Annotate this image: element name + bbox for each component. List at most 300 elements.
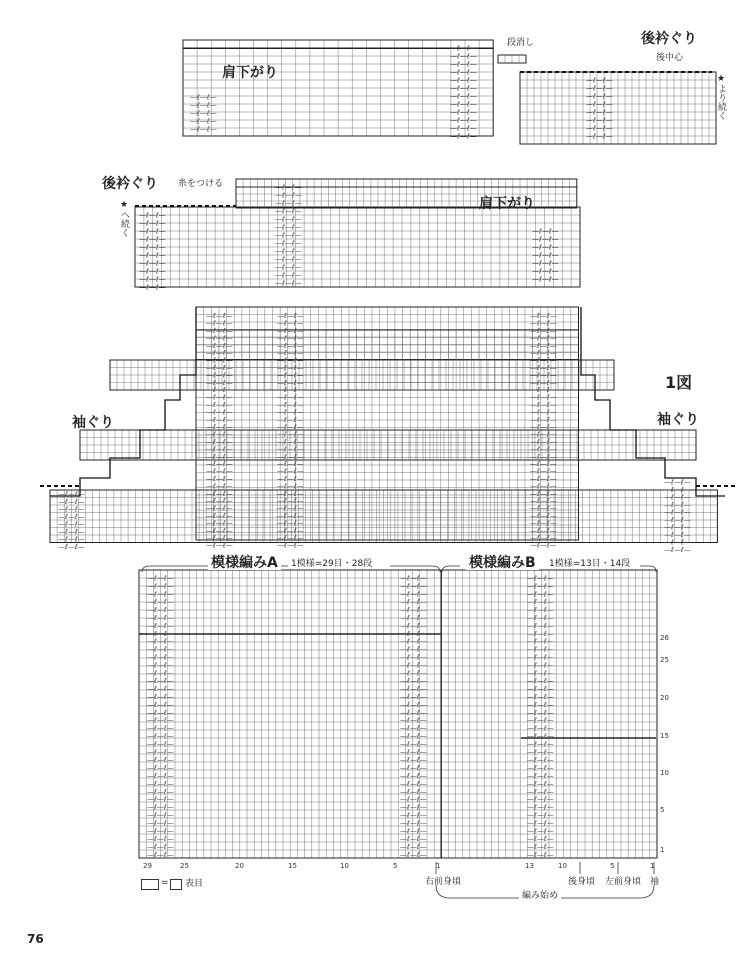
- svg-text:—ℓ—ℓ—: —ℓ—ℓ—: [664, 478, 691, 487]
- svg-text:—ℓ—ℓ—: —ℓ—ℓ—: [532, 275, 559, 284]
- body-main-block: [50, 490, 717, 543]
- svg-text:—ℓ—ℓ—: —ℓ—ℓ—: [400, 700, 427, 709]
- svg-text:—ℓ—ℓ—: —ℓ—ℓ—: [530, 541, 557, 550]
- svg-text:—ℓ—ℓ—: —ℓ—ℓ—: [147, 645, 174, 654]
- svg-text:—ℓ—ℓ—: —ℓ—ℓ—: [664, 500, 691, 509]
- svg-text:—ℓ—ℓ—: —ℓ—ℓ—: [530, 460, 557, 469]
- svg-text:—ℓ—ℓ—: —ℓ—ℓ—: [400, 795, 427, 804]
- svg-text:—ℓ—ℓ—: —ℓ—ℓ—: [206, 467, 233, 476]
- svg-text:—ℓ—ℓ—: —ℓ—ℓ—: [527, 819, 554, 828]
- svg-text:—ℓ—ℓ—: —ℓ—ℓ—: [527, 645, 554, 654]
- pattern-a-col-num: 29: [143, 862, 152, 870]
- svg-text:—ℓ—ℓ—: —ℓ—ℓ—: [527, 692, 554, 701]
- svg-text:—ℓ—ℓ—: —ℓ—ℓ—: [527, 653, 554, 662]
- label-dansheshi: 段消し: [507, 38, 535, 48]
- svg-text:—ℓ—ℓ—: —ℓ—ℓ—: [527, 843, 554, 852]
- body-column-grid: [196, 330, 579, 543]
- label-sode: 袖: [650, 877, 660, 887]
- svg-text:—ℓ—ℓ—: —ℓ—ℓ—: [147, 677, 174, 686]
- svg-text:—ℓ—ℓ—: —ℓ—ℓ—: [400, 677, 427, 686]
- svg-text:—ℓ—ℓ—: —ℓ—ℓ—: [277, 445, 304, 454]
- svg-text:—ℓ—ℓ—: —ℓ—ℓ—: [586, 76, 613, 85]
- svg-text:—ℓ—ℓ—: —ℓ—ℓ—: [206, 519, 233, 528]
- pattern-b-col-num: 5: [610, 862, 615, 870]
- svg-text:—ℓ—ℓ—: —ℓ—ℓ—: [400, 708, 427, 717]
- svg-text:—ℓ—ℓ—: —ℓ—ℓ—: [530, 408, 557, 417]
- svg-text:—ℓ—ℓ—: —ℓ—ℓ—: [400, 819, 427, 828]
- body-cable-col-1: [206, 312, 233, 549]
- svg-text:—ℓ—ℓ—: —ℓ—ℓ—: [147, 748, 174, 757]
- svg-text:—ℓ—ℓ—: —ℓ—ℓ—: [530, 386, 557, 395]
- pattern-a-col-num: 1: [436, 862, 441, 870]
- svg-text:—ℓ—ℓ—: —ℓ—ℓ—: [400, 574, 427, 583]
- pattern-row-num: 26: [660, 634, 669, 642]
- svg-text:—ℓ—ℓ—: —ℓ—ℓ—: [206, 386, 233, 395]
- svg-text:—ℓ—ℓ—: —ℓ—ℓ—: [530, 349, 557, 358]
- svg-text:—ℓ—ℓ—: —ℓ—ℓ—: [58, 512, 85, 521]
- svg-text:—ℓ—ℓ—: —ℓ—ℓ—: [527, 582, 554, 591]
- svg-text:—ℓ—ℓ—: —ℓ—ℓ—: [527, 685, 554, 694]
- svg-text:—ℓ—ℓ—: —ℓ—ℓ—: [206, 526, 233, 535]
- svg-text:—ℓ—ℓ—: —ℓ—ℓ—: [400, 835, 427, 844]
- svg-text:—ℓ—ℓ—: —ℓ—ℓ—: [147, 740, 174, 749]
- svg-text:—ℓ—ℓ—: —ℓ—ℓ—: [275, 215, 302, 224]
- svg-text:—ℓ—ℓ—: —ℓ—ℓ—: [206, 341, 233, 350]
- svg-text:—ℓ—ℓ—: —ℓ—ℓ—: [527, 708, 554, 717]
- svg-text:—ℓ—ℓ—: —ℓ—ℓ—: [532, 235, 559, 244]
- pattern-a-col-num: 15: [288, 862, 297, 870]
- svg-text:—ℓ—ℓ—: —ℓ—ℓ—: [530, 319, 557, 328]
- svg-text:—ℓ—ℓ—: —ℓ—ℓ—: [527, 606, 554, 615]
- svg-text:—ℓ—ℓ—: —ℓ—ℓ—: [277, 327, 304, 335]
- body-cable-col-5: [664, 478, 691, 554]
- svg-text:—ℓ—ℓ—: —ℓ—ℓ—: [400, 606, 427, 615]
- pattern-row-num: 15: [660, 732, 669, 740]
- svg-text:—ℓ—ℓ—: —ℓ—ℓ—: [147, 700, 174, 709]
- label-amihajime: 編み始め: [519, 892, 561, 901]
- svg-text:—ℓ—ℓ—: —ℓ—ℓ—: [664, 493, 691, 502]
- svg-text:—ℓ—ℓ—: —ℓ—ℓ—: [450, 116, 477, 125]
- svg-text:—ℓ—ℓ—: —ℓ—ℓ—: [147, 708, 174, 717]
- svg-text:—ℓ—ℓ—: —ℓ—ℓ—: [586, 124, 613, 133]
- svg-text:—ℓ—ℓ—: —ℓ—ℓ—: [530, 371, 557, 380]
- svg-text:—ℓ—ℓ—: —ℓ—ℓ—: [139, 259, 166, 268]
- svg-text:—ℓ—ℓ—: —ℓ—ℓ—: [277, 438, 304, 446]
- svg-text:—ℓ—ℓ—: —ℓ—ℓ—: [206, 452, 233, 461]
- svg-text:—ℓ—ℓ—: —ℓ—ℓ—: [527, 803, 554, 812]
- svg-text:—ℓ—ℓ—: —ℓ—ℓ—: [206, 438, 233, 446]
- svg-text:—ℓ—ℓ—: —ℓ—ℓ—: [206, 497, 233, 506]
- body-armhole-mid-2: [80, 430, 696, 460]
- svg-text:—ℓ—ℓ—: —ℓ—ℓ—: [147, 716, 174, 725]
- pattern-a-col-num: 20: [235, 862, 244, 870]
- svg-text:—ℓ—ℓ—: —ℓ—ℓ—: [527, 613, 554, 622]
- svg-text:—ℓ—ℓ—: —ℓ—ℓ—: [277, 393, 304, 402]
- label-ushiro-migoro: 後身頃: [568, 877, 596, 887]
- svg-text:—ℓ—ℓ—: —ℓ—ℓ—: [527, 716, 554, 725]
- svg-text:—ℓ—ℓ—: —ℓ—ℓ—: [206, 475, 233, 483]
- label-migi-maemigoro: 右前身頃: [425, 877, 462, 887]
- svg-text:—ℓ—ℓ—: —ℓ—ℓ—: [147, 732, 174, 741]
- top-back-neck-grid: [520, 72, 716, 144]
- svg-text:—ℓ—ℓ—: —ℓ—ℓ—: [275, 183, 302, 192]
- svg-text:—ℓ—ℓ—: —ℓ—ℓ—: [147, 827, 174, 836]
- svg-text:—ℓ—ℓ—: —ℓ—ℓ—: [400, 787, 427, 796]
- svg-text:—ℓ—ℓ—: —ℓ—ℓ—: [147, 669, 174, 678]
- svg-text:—ℓ—ℓ—: —ℓ—ℓ—: [586, 108, 613, 117]
- svg-text:—ℓ—ℓ—: —ℓ—ℓ—: [275, 271, 302, 280]
- svg-text:—ℓ—ℓ—: —ℓ—ℓ—: [190, 101, 217, 110]
- svg-text:—ℓ—ℓ—: —ℓ—ℓ—: [277, 401, 304, 409]
- svg-text:—ℓ—ℓ—: —ℓ—ℓ—: [400, 645, 427, 654]
- svg-text:—ℓ—ℓ—: —ℓ—ℓ—: [527, 756, 554, 765]
- svg-text:—ℓ—ℓ—: —ℓ—ℓ—: [527, 835, 554, 844]
- svg-text:—ℓ—ℓ—: —ℓ—ℓ—: [450, 84, 477, 93]
- svg-text:—ℓ—ℓ—: —ℓ—ℓ—: [277, 408, 304, 417]
- svg-text:—ℓ—ℓ—: —ℓ—ℓ—: [527, 669, 554, 678]
- svg-text:—ℓ—ℓ—: —ℓ—ℓ—: [664, 515, 691, 524]
- svg-text:—ℓ—ℓ—: —ℓ—ℓ—: [400, 756, 427, 765]
- svg-text:—ℓ—ℓ—: —ℓ—ℓ—: [147, 621, 174, 630]
- svg-text:—ℓ—ℓ—: —ℓ—ℓ—: [400, 779, 427, 788]
- svg-text:—ℓ—ℓ—: —ℓ—ℓ—: [664, 485, 691, 494]
- svg-text:—ℓ—ℓ—: —ℓ—ℓ—: [450, 100, 477, 109]
- svg-text:—ℓ—ℓ—: —ℓ—ℓ—: [139, 235, 166, 244]
- svg-text:—ℓ—ℓ—: —ℓ—ℓ—: [527, 732, 554, 741]
- top-shoulder-grid: [183, 48, 493, 136]
- pattern-a-grid: [139, 570, 441, 858]
- svg-text:—ℓ—ℓ—: —ℓ—ℓ—: [527, 811, 554, 820]
- svg-text:—ℓ—ℓ—: —ℓ—ℓ—: [277, 475, 304, 483]
- legend-blank-square: [141, 879, 159, 890]
- svg-text:—ℓ—ℓ—: —ℓ—ℓ—: [527, 827, 554, 836]
- svg-text:—ℓ—ℓ—: —ℓ—ℓ—: [147, 795, 174, 804]
- body-armhole-right-edge: [581, 307, 725, 496]
- svg-text:—ℓ—ℓ—: —ℓ—ℓ—: [206, 364, 233, 372]
- svg-text:—ℓ—ℓ—: —ℓ—ℓ—: [277, 534, 304, 543]
- svg-text:—ℓ—ℓ—: —ℓ—ℓ—: [139, 275, 166, 284]
- svg-text:—ℓ—ℓ—: —ℓ—ℓ—: [58, 527, 85, 536]
- svg-text:—ℓ—ℓ—: —ℓ—ℓ—: [147, 835, 174, 844]
- body-cable-col-4: [58, 490, 85, 551]
- svg-text:—ℓ—ℓ—: —ℓ—ℓ—: [527, 700, 554, 709]
- svg-text:—ℓ—ℓ—: —ℓ—ℓ—: [206, 319, 233, 328]
- svg-text:—ℓ—ℓ—: —ℓ—ℓ—: [206, 393, 233, 402]
- top-neck-bind-row: [183, 40, 493, 49]
- svg-text:—ℓ—ℓ—: —ℓ—ℓ—: [147, 574, 174, 583]
- svg-text:—ℓ—ℓ—: —ℓ—ℓ—: [277, 415, 304, 424]
- svg-text:—ℓ—ℓ—: —ℓ—ℓ—: [450, 108, 477, 117]
- svg-text:—ℓ—ℓ—: —ℓ—ℓ—: [206, 327, 233, 335]
- svg-text:—ℓ—ℓ—: —ℓ—ℓ—: [527, 740, 554, 749]
- svg-text:—ℓ—ℓ—: —ℓ—ℓ—: [400, 692, 427, 701]
- svg-text:—ℓ—ℓ—: —ℓ—ℓ—: [527, 629, 554, 638]
- svg-text:—ℓ—ℓ—: —ℓ—ℓ—: [530, 512, 557, 520]
- svg-text:—ℓ—ℓ—: —ℓ—ℓ—: [277, 526, 304, 535]
- svg-text:—ℓ—ℓ—: —ℓ—ℓ—: [400, 740, 427, 749]
- svg-text:—ℓ—ℓ—: —ℓ—ℓ—: [147, 606, 174, 615]
- svg-text:—ℓ—ℓ—: —ℓ—ℓ—: [527, 590, 554, 599]
- label-moyo-a-sub: 1模様=29目・28段: [288, 560, 375, 569]
- svg-text:—ℓ—ℓ—: —ℓ—ℓ—: [277, 482, 304, 491]
- label-katasagari-top: 肩下がり: [222, 65, 278, 81]
- svg-text:—ℓ—ℓ—: —ℓ—ℓ—: [530, 341, 557, 350]
- svg-text:—ℓ—ℓ—: —ℓ—ℓ—: [147, 756, 174, 765]
- svg-text:—ℓ—ℓ—: —ℓ—ℓ—: [277, 504, 304, 513]
- svg-text:—ℓ—ℓ—: —ℓ—ℓ—: [275, 199, 302, 208]
- svg-text:—ℓ—ℓ—: —ℓ—ℓ—: [400, 590, 427, 599]
- label-yori-tsuzuku: ★より続く: [716, 74, 726, 120]
- svg-text:—ℓ—ℓ—: —ℓ—ℓ—: [527, 850, 554, 859]
- svg-text:—ℓ—ℓ—: —ℓ—ℓ—: [58, 497, 85, 506]
- svg-text:—ℓ—ℓ—: —ℓ—ℓ—: [58, 490, 85, 499]
- svg-text:—ℓ—ℓ—: —ℓ—ℓ—: [147, 779, 174, 788]
- svg-text:—ℓ—ℓ—: —ℓ—ℓ—: [206, 512, 233, 520]
- svg-text:—ℓ—ℓ—: —ℓ—ℓ—: [586, 84, 613, 93]
- svg-text:—ℓ—ℓ—: —ℓ—ℓ—: [206, 312, 233, 321]
- svg-text:—ℓ—ℓ—: —ℓ—ℓ—: [147, 661, 174, 670]
- svg-text:—ℓ—ℓ—: —ℓ—ℓ—: [139, 243, 166, 252]
- svg-text:—ℓ—ℓ—: —ℓ—ℓ—: [206, 334, 233, 343]
- svg-text:—ℓ—ℓ—: —ℓ—ℓ—: [450, 68, 477, 77]
- svg-text:—ℓ—ℓ—: —ℓ—ℓ—: [277, 467, 304, 476]
- svg-text:—ℓ—ℓ—: —ℓ—ℓ—: [58, 520, 85, 529]
- svg-text:—ℓ—ℓ—: —ℓ—ℓ—: [586, 132, 613, 141]
- svg-text:—ℓ—ℓ—: —ℓ—ℓ—: [530, 393, 557, 402]
- pattern-row-num: 20: [660, 694, 669, 702]
- svg-text:—ℓ—ℓ—: —ℓ—ℓ—: [206, 371, 233, 380]
- svg-text:—ℓ—ℓ—: —ℓ—ℓ—: [400, 811, 427, 820]
- svg-text:—ℓ—ℓ—: —ℓ—ℓ—: [58, 535, 85, 544]
- svg-text:—ℓ—ℓ—: —ℓ—ℓ—: [527, 724, 554, 733]
- svg-text:—ℓ—ℓ—: —ℓ—ℓ—: [277, 334, 304, 343]
- svg-text:—ℓ—ℓ—: —ℓ—ℓ—: [190, 109, 217, 118]
- mid-cable-col-1: [139, 212, 166, 292]
- svg-text:—ℓ—ℓ—: —ℓ—ℓ—: [400, 685, 427, 694]
- svg-text:—ℓ—ℓ—: —ℓ—ℓ—: [527, 787, 554, 796]
- svg-text:—ℓ—ℓ—: —ℓ—ℓ—: [277, 519, 304, 528]
- svg-text:—ℓ—ℓ—: —ℓ—ℓ—: [277, 386, 304, 395]
- svg-text:—ℓ—ℓ—: —ℓ—ℓ—: [139, 267, 166, 276]
- svg-text:—ℓ—ℓ—: —ℓ—ℓ—: [527, 764, 554, 773]
- svg-text:—ℓ—ℓ—: —ℓ—ℓ—: [400, 582, 427, 591]
- svg-text:—ℓ—ℓ—: —ℓ—ℓ—: [450, 124, 477, 133]
- svg-text:—ℓ—ℓ—: —ℓ—ℓ—: [190, 117, 217, 126]
- svg-text:—ℓ—ℓ—: —ℓ—ℓ—: [530, 423, 557, 432]
- svg-text:—ℓ—ℓ—: —ℓ—ℓ—: [206, 356, 233, 365]
- svg-text:—ℓ—ℓ—: —ℓ—ℓ—: [527, 748, 554, 757]
- svg-text:—ℓ—ℓ—: —ℓ—ℓ—: [206, 541, 233, 550]
- label-ushiro-chushin: 後中心: [656, 53, 684, 63]
- label-moyo-a: 模様編みA: [208, 556, 281, 570]
- svg-text:—ℓ—ℓ—: —ℓ—ℓ—: [530, 438, 557, 446]
- svg-text:—ℓ—ℓ—: —ℓ—ℓ—: [277, 460, 304, 469]
- svg-text:—ℓ—ℓ—: —ℓ—ℓ—: [450, 76, 477, 85]
- svg-text:—ℓ—ℓ—: —ℓ—ℓ—: [532, 267, 559, 276]
- svg-text:—ℓ—ℓ—: —ℓ—ℓ—: [530, 430, 557, 439]
- svg-text:—ℓ—ℓ—: —ℓ—ℓ—: [147, 692, 174, 701]
- svg-text:—ℓ—ℓ—: —ℓ—ℓ—: [450, 132, 477, 141]
- svg-text:—ℓ—ℓ—: —ℓ—ℓ—: [400, 764, 427, 773]
- svg-text:—ℓ—ℓ—: —ℓ—ℓ—: [147, 771, 174, 780]
- svg-text:—ℓ—ℓ—: —ℓ—ℓ—: [139, 211, 166, 220]
- svg-text:—ℓ—ℓ—: —ℓ—ℓ—: [206, 415, 233, 424]
- svg-text:—ℓ—ℓ—: —ℓ—ℓ—: [530, 401, 557, 409]
- svg-text:—ℓ—ℓ—: —ℓ—ℓ—: [139, 251, 166, 260]
- svg-text:—ℓ—ℓ—: —ℓ—ℓ—: [664, 530, 691, 539]
- mid-cable-col-3: [532, 228, 559, 284]
- svg-text:—ℓ—ℓ—: —ℓ—ℓ—: [530, 526, 557, 535]
- svg-text:—ℓ—ℓ—: —ℓ—ℓ—: [147, 613, 174, 622]
- legend-knit-square: [170, 879, 182, 890]
- svg-text:—ℓ—ℓ—: —ℓ—ℓ—: [277, 312, 304, 321]
- svg-text:—ℓ—ℓ—: —ℓ—ℓ—: [275, 247, 302, 256]
- svg-text:—ℓ—ℓ—: —ℓ—ℓ—: [275, 255, 302, 264]
- svg-text:—ℓ—ℓ—: —ℓ—ℓ—: [147, 724, 174, 733]
- svg-text:—ℓ—ℓ—: —ℓ—ℓ—: [400, 653, 427, 662]
- svg-text:—ℓ—ℓ—: —ℓ—ℓ—: [277, 364, 304, 372]
- label-sodeguri-left: 袖ぐり: [72, 415, 114, 431]
- svg-text:—ℓ—ℓ—: —ℓ—ℓ—: [139, 219, 166, 228]
- label-moyo-b-sub: 1模様=13目・14段: [546, 560, 633, 569]
- svg-text:—ℓ—ℓ—: —ℓ—ℓ—: [400, 724, 427, 733]
- label-moyo-b: 模様編みB: [466, 556, 539, 570]
- svg-text:—ℓ—ℓ—: —ℓ—ℓ—: [400, 716, 427, 725]
- svg-text:—ℓ—ℓ—: —ℓ—ℓ—: [275, 239, 302, 248]
- svg-text:—ℓ—ℓ—: —ℓ—ℓ—: [530, 467, 557, 476]
- svg-text:—ℓ—ℓ—: —ℓ—ℓ—: [400, 803, 427, 812]
- page-number: 76: [27, 932, 44, 946]
- svg-text:—ℓ—ℓ—: —ℓ—ℓ—: [147, 811, 174, 820]
- svg-text:—ℓ—ℓ—: —ℓ—ℓ—: [586, 116, 613, 125]
- svg-text:—ℓ—ℓ—: —ℓ—ℓ—: [147, 590, 174, 599]
- svg-text:—ℓ—ℓ—: —ℓ—ℓ—: [275, 207, 302, 216]
- svg-text:—ℓ—ℓ—: —ℓ—ℓ—: [277, 319, 304, 328]
- svg-text:—ℓ—ℓ—: —ℓ—ℓ—: [400, 843, 427, 852]
- svg-text:—ℓ—ℓ—: —ℓ—ℓ—: [530, 534, 557, 543]
- svg-text:—ℓ—ℓ—: —ℓ—ℓ—: [277, 489, 304, 498]
- label-ito-tsukeru: 糸をつける: [178, 179, 224, 189]
- svg-text:—ℓ—ℓ—: —ℓ—ℓ—: [664, 508, 691, 517]
- svg-text:—ℓ—ℓ—: —ℓ—ℓ—: [206, 401, 233, 409]
- svg-text:—ℓ—ℓ—: —ℓ—ℓ—: [664, 545, 691, 554]
- svg-text:—ℓ—ℓ—: —ℓ—ℓ—: [275, 279, 302, 288]
- svg-text:—ℓ—ℓ—: —ℓ—ℓ—: [206, 504, 233, 513]
- svg-text:—ℓ—ℓ—: —ℓ—ℓ—: [527, 677, 554, 686]
- svg-text:—ℓ—ℓ—: —ℓ—ℓ—: [400, 661, 427, 670]
- svg-text:—ℓ—ℓ—: —ℓ—ℓ—: [206, 482, 233, 491]
- pattern-a-col-num: 5: [393, 862, 398, 870]
- pattern-b-cable: [527, 574, 554, 859]
- svg-text:—ℓ—ℓ—: —ℓ—ℓ—: [400, 613, 427, 622]
- svg-text:—ℓ—ℓ—: —ℓ—ℓ—: [277, 497, 304, 506]
- mid-shoulder-grid: [135, 207, 580, 287]
- svg-text:—ℓ—ℓ—: —ℓ—ℓ—: [532, 243, 559, 252]
- svg-text:—ℓ—ℓ—: —ℓ—ℓ—: [277, 341, 304, 350]
- svg-text:—ℓ—ℓ—: —ℓ—ℓ—: [206, 408, 233, 417]
- svg-text:—ℓ—ℓ—: —ℓ—ℓ—: [527, 621, 554, 630]
- svg-text:—ℓ—ℓ—: —ℓ—ℓ—: [190, 125, 217, 134]
- svg-text:—ℓ—ℓ—: —ℓ—ℓ—: [400, 748, 427, 757]
- svg-text:—ℓ—ℓ—: —ℓ—ℓ—: [530, 415, 557, 424]
- svg-text:—ℓ—ℓ—: —ℓ—ℓ—: [206, 534, 233, 543]
- svg-text:—ℓ—ℓ—: —ℓ—ℓ—: [58, 505, 85, 514]
- svg-text:—ℓ—ℓ—: —ℓ—ℓ—: [206, 430, 233, 439]
- svg-text:—ℓ—ℓ—: —ℓ—ℓ—: [277, 430, 304, 439]
- svg-text:—ℓ—ℓ—: —ℓ—ℓ—: [277, 512, 304, 520]
- pattern-row-num: 1: [660, 846, 665, 854]
- svg-text:—ℓ—ℓ—: —ℓ—ℓ—: [147, 803, 174, 812]
- svg-text:—ℓ—ℓ—: —ℓ—ℓ—: [530, 334, 557, 343]
- svg-text:—ℓ—ℓ—: —ℓ—ℓ—: [450, 52, 477, 61]
- svg-text:—ℓ—ℓ—: —ℓ—ℓ—: [277, 452, 304, 461]
- svg-text:—ℓ—ℓ—: —ℓ—ℓ—: [275, 223, 302, 232]
- legend-equals: =: [161, 878, 169, 888]
- svg-text:—ℓ—ℓ—: —ℓ—ℓ—: [206, 423, 233, 432]
- svg-text:—ℓ—ℓ—: —ℓ—ℓ—: [400, 629, 427, 638]
- svg-text:—ℓ—ℓ—: —ℓ—ℓ—: [530, 519, 557, 528]
- legend-knit-text: 表目: [185, 879, 204, 889]
- pattern-a-col-num: 10: [340, 862, 349, 870]
- svg-text:—ℓ—ℓ—: —ℓ—ℓ—: [530, 452, 557, 461]
- svg-text:—ℓ—ℓ—: —ℓ—ℓ—: [532, 227, 559, 236]
- mid-cable-col-2: [275, 184, 302, 288]
- svg-text:—ℓ—ℓ—: —ℓ—ℓ—: [527, 771, 554, 780]
- label-ushiro-eri-mid: 後衿ぐり: [102, 176, 158, 192]
- svg-text:—ℓ—ℓ—: —ℓ—ℓ—: [586, 92, 613, 101]
- svg-text:—ℓ—ℓ—: —ℓ—ℓ—: [147, 582, 174, 591]
- svg-text:—ℓ—ℓ—: —ℓ—ℓ—: [527, 637, 554, 646]
- svg-text:—ℓ—ℓ—: —ℓ—ℓ—: [147, 843, 174, 852]
- svg-text:—ℓ—ℓ—: —ℓ—ℓ—: [527, 661, 554, 670]
- svg-text:—ℓ—ℓ—: —ℓ—ℓ—: [277, 371, 304, 380]
- svg-text:—ℓ—ℓ—: —ℓ—ℓ—: [664, 538, 691, 547]
- svg-text:—ℓ—ℓ—: —ℓ—ℓ—: [147, 850, 174, 859]
- svg-text:—ℓ—ℓ—: —ℓ—ℓ—: [400, 621, 427, 630]
- body-armhole-left-edge: [50, 307, 196, 499]
- svg-text:—ℓ—ℓ—: —ℓ—ℓ—: [400, 598, 427, 607]
- svg-text:—ℓ—ℓ—: —ℓ—ℓ—: [400, 732, 427, 741]
- pattern-row-num: 5: [660, 806, 665, 814]
- top-cable-col-2: [450, 45, 477, 141]
- svg-text:—ℓ—ℓ—: —ℓ—ℓ—: [586, 100, 613, 109]
- svg-text:—ℓ—ℓ—: —ℓ—ℓ—: [530, 378, 557, 387]
- svg-text:—ℓ—ℓ—: —ℓ—ℓ—: [277, 541, 304, 550]
- svg-text:—ℓ—ℓ—: —ℓ—ℓ—: [206, 460, 233, 469]
- svg-text:—ℓ—ℓ—: —ℓ—ℓ—: [275, 231, 302, 240]
- svg-text:—ℓ—ℓ—: —ℓ—ℓ—: [527, 574, 554, 583]
- svg-text:—ℓ—ℓ—: —ℓ—ℓ—: [190, 93, 217, 102]
- svg-text:—ℓ—ℓ—: —ℓ—ℓ—: [530, 364, 557, 372]
- pattern-a-cable-right: [400, 574, 427, 859]
- svg-text:—ℓ—ℓ—: —ℓ—ℓ—: [147, 685, 174, 694]
- svg-text:—ℓ—ℓ—: —ℓ—ℓ—: [400, 669, 427, 678]
- svg-text:—ℓ—ℓ—: —ℓ—ℓ—: [400, 637, 427, 646]
- svg-text:—ℓ—ℓ—: —ℓ—ℓ—: [400, 850, 427, 859]
- label-figure-1: 1図: [665, 373, 693, 392]
- svg-text:—ℓ—ℓ—: —ℓ—ℓ—: [532, 259, 559, 268]
- svg-text:—ℓ—ℓ—: —ℓ—ℓ—: [532, 251, 559, 260]
- pattern-a-cable-left: [147, 574, 174, 859]
- svg-text:—ℓ—ℓ—: —ℓ—ℓ—: [147, 819, 174, 828]
- svg-text:—ℓ—ℓ—: —ℓ—ℓ—: [275, 263, 302, 272]
- svg-text:—ℓ—ℓ—: —ℓ—ℓ—: [530, 497, 557, 506]
- svg-text:—ℓ—ℓ—: —ℓ—ℓ—: [275, 191, 302, 200]
- svg-text:—ℓ—ℓ—: —ℓ—ℓ—: [139, 283, 166, 292]
- svg-text:—ℓ—ℓ—: —ℓ—ℓ—: [530, 489, 557, 498]
- svg-text:—ℓ—ℓ—: —ℓ—ℓ—: [527, 795, 554, 804]
- svg-text:—ℓ—ℓ—: —ℓ—ℓ—: [530, 504, 557, 513]
